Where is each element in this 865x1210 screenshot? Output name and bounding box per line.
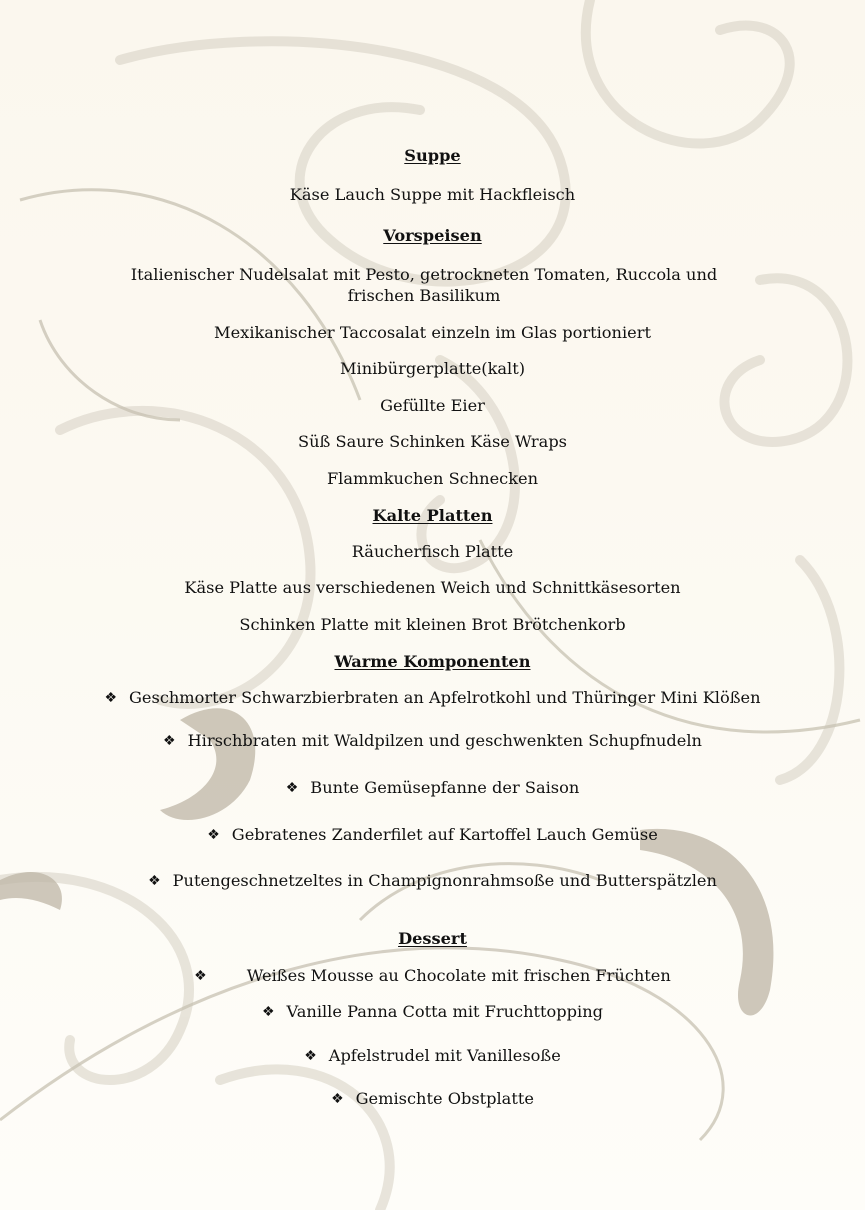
diamond-bullet-icon: ❖ bbox=[331, 1091, 344, 1107]
diamond-bullet-icon: ❖ bbox=[104, 690, 117, 706]
menu-item: Räucherfisch Platte bbox=[351, 542, 514, 561]
menu-item: Italienischer Nudelsalat mit Pesto, getrockneten Tomaten, Ruccola und frischen Basilikum bbox=[130, 265, 718, 305]
menu-item: Gebratenes Zanderfilet auf Kartoffel Lauch Gemüse bbox=[231, 825, 658, 844]
bullet-item bbox=[0, 870, 865, 893]
menu-item: Käse Lauch Suppe mit Hackfleisch bbox=[289, 185, 576, 204]
bullet-item bbox=[0, 730, 865, 753]
section-heading-vorspeisen: Vorspeisen bbox=[383, 226, 482, 245]
bullet-item bbox=[0, 687, 865, 710]
diamond-bullet-icon: ❖ bbox=[285, 780, 299, 796]
bullet-item bbox=[0, 1001, 865, 1024]
menu-item: Geschmorter Schwarzbierbraten an Apfelrotkohl und Thüringer Mini Klößen bbox=[129, 688, 761, 707]
menu-item: Flammkuchen Schnecken bbox=[326, 469, 539, 488]
menu-item: Schinken Platte mit kleinen Brot Brötchenkorb bbox=[239, 615, 626, 634]
section-heading-suppe: Suppe bbox=[404, 146, 461, 165]
section-heading-kalte-platten: Kalte Platten bbox=[372, 506, 493, 525]
menu-item: Bunte Gemüsepfanne der Saison bbox=[310, 778, 580, 797]
diamond-bullet-icon: ❖ bbox=[163, 733, 176, 749]
bullet-item bbox=[0, 777, 865, 800]
bullet-item bbox=[0, 1045, 865, 1068]
menu-item: Weißes Mousse au Chocolate mit frischen Früchten bbox=[246, 966, 671, 985]
menu-item: Gefüllte Eier bbox=[380, 396, 485, 415]
bullet-item bbox=[0, 1088, 865, 1111]
menu-item: Käse Platte aus verschiedenen Weich und Schnittkäsesorten bbox=[184, 578, 681, 597]
section-heading-dessert: Dessert bbox=[398, 929, 467, 948]
menu-item: Gemischte Obstplatte bbox=[355, 1089, 534, 1108]
menu-item: Putengeschnetzeltes in Champignonrahmsoße und Butterspätzlen bbox=[172, 871, 717, 890]
menu-item: Apfelstrudel mit Vanillesoße bbox=[328, 1046, 561, 1065]
menu-item: Hirschbraten mit Waldpilzen und geschwenkten Schupfnudeln bbox=[187, 731, 702, 750]
menu-item: Minibürgerplatte(kalt) bbox=[339, 359, 526, 378]
menu-item: Süß Saure Schinken Käse Wraps bbox=[298, 432, 567, 451]
menu-item: Vanille Panna Cotta mit Fruchttopping bbox=[286, 1002, 603, 1021]
diamond-bullet-icon: ❖ bbox=[194, 968, 207, 984]
section-heading-warme-komponenten: Warme Komponenten bbox=[334, 652, 531, 671]
bullet-item bbox=[0, 965, 865, 988]
diamond-bullet-icon: ❖ bbox=[304, 1048, 317, 1064]
diamond-bullet-icon: ❖ bbox=[261, 1004, 275, 1020]
diamond-bullet-icon: ❖ bbox=[148, 873, 161, 889]
menu-item: Mexikanischer Taccosalat einzeln im Glas portioniert bbox=[214, 323, 651, 342]
diamond-bullet-icon: ❖ bbox=[207, 827, 220, 843]
bullet-item bbox=[0, 824, 865, 847]
